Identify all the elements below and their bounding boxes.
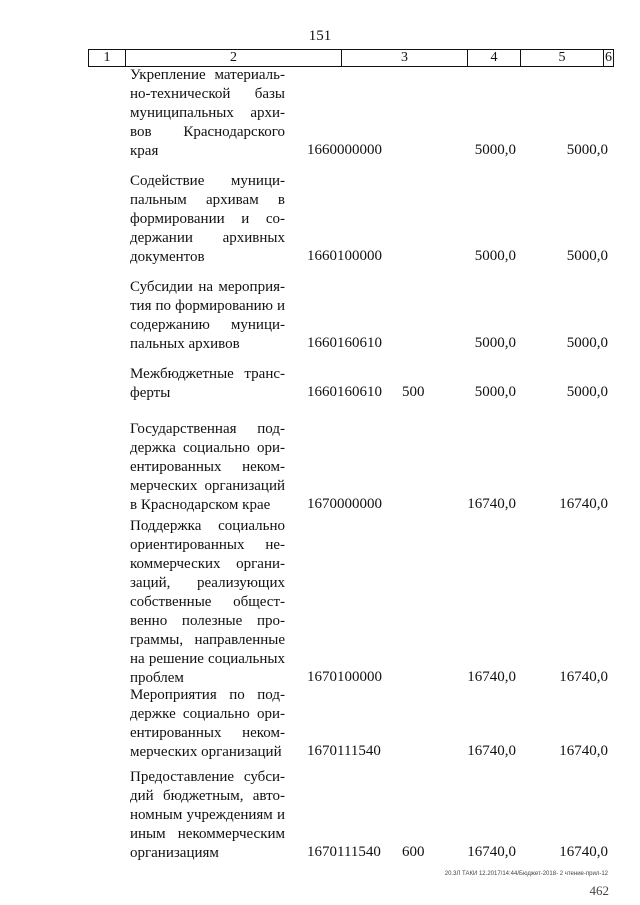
description-line: в Краснодарском крае bbox=[130, 497, 271, 513]
description-line: вов Краснодарского bbox=[130, 124, 285, 140]
row-description bbox=[130, 365, 285, 403]
description-line: ферты bbox=[130, 385, 171, 401]
description-line: проблем bbox=[130, 670, 184, 686]
amount-column-6: 16740,0 bbox=[559, 496, 608, 512]
amount-column-6: 16740,0 bbox=[559, 743, 608, 759]
description-line: края bbox=[130, 143, 159, 159]
target-article-code: 1670000000 bbox=[307, 496, 382, 512]
target-article-code: 1670111540 bbox=[307, 844, 381, 860]
page-number: 151 bbox=[308, 28, 332, 44]
row-description bbox=[130, 517, 285, 688]
amount-column-5: 16740,0 bbox=[467, 669, 516, 685]
description-line: Укрепление материаль- bbox=[130, 67, 285, 83]
description-line: Содействие муници- bbox=[130, 173, 285, 189]
description-line: ентированных неком- bbox=[130, 459, 285, 475]
description-line: коммерческих органи- bbox=[130, 556, 285, 572]
amount-column-5: 5000,0 bbox=[474, 248, 516, 264]
amount-column-5: 16740,0 bbox=[467, 743, 516, 759]
description-line: собственные общест- bbox=[130, 594, 285, 610]
amount-column-5: 16740,0 bbox=[467, 844, 516, 860]
description-line: номным учреждениям и bbox=[130, 807, 285, 823]
header-col-4: 4 bbox=[468, 50, 521, 66]
description-line: мерческих организаций bbox=[130, 478, 285, 494]
description-line: Межбюджетные транс- bbox=[130, 366, 285, 382]
amount-column-6: 16740,0 bbox=[559, 844, 608, 860]
amount-column-5: 5000,0 bbox=[474, 142, 516, 158]
description-line: держании архивных bbox=[130, 230, 285, 246]
description-line: иным некоммерческим bbox=[130, 826, 285, 842]
amount-column-6: 5000,0 bbox=[566, 384, 608, 400]
amount-column-6: 16740,0 bbox=[559, 669, 608, 685]
description-line: тия по формированию и bbox=[130, 298, 285, 314]
row-description bbox=[130, 278, 285, 354]
amount-column-6: 5000,0 bbox=[566, 142, 608, 158]
target-article-code: 1660100000 bbox=[307, 248, 382, 264]
description-line: пальным архивам в bbox=[130, 192, 285, 208]
description-line: ориентированных не- bbox=[130, 537, 285, 553]
description-line: Субсидии на мероприя- bbox=[130, 279, 285, 295]
row-description bbox=[130, 768, 285, 863]
description-line: Мероприятия по под- bbox=[130, 687, 285, 703]
header-col-5: 5 bbox=[521, 50, 604, 66]
header-col-2: 2 bbox=[126, 50, 342, 66]
description-line: формировании и со- bbox=[130, 211, 285, 227]
description-line: муниципальных архи- bbox=[130, 105, 285, 121]
description-line: держка социально ори- bbox=[130, 440, 285, 456]
description-line: но-технической базы bbox=[130, 86, 285, 102]
expense-type-code: 500 bbox=[402, 384, 425, 400]
description-line: организациям bbox=[130, 845, 219, 861]
header-col-3: 3 bbox=[342, 50, 468, 66]
description-line: ентированных неком- bbox=[130, 725, 285, 741]
description-line: Поддержка социально bbox=[130, 518, 285, 534]
row-description bbox=[130, 420, 285, 515]
amount-column-5: 16740,0 bbox=[467, 496, 516, 512]
target-article-code: 1660160610 bbox=[307, 384, 382, 400]
description-line: на решение социальных bbox=[130, 651, 285, 667]
target-article-code: 1670111540 bbox=[307, 743, 381, 759]
description-line: Предоставление субси- bbox=[130, 769, 285, 785]
header-col-6: 6 bbox=[605, 50, 612, 65]
description-line: документов bbox=[130, 249, 205, 265]
target-article-code: 1660000000 bbox=[307, 142, 382, 158]
row-description bbox=[130, 66, 285, 161]
amount-column-6: 5000,0 bbox=[566, 335, 608, 351]
expense-type-code: 600 bbox=[402, 844, 425, 860]
description-line: граммы, направленные bbox=[130, 632, 285, 648]
table-header bbox=[88, 49, 614, 67]
description-line: венно полезные про- bbox=[130, 613, 285, 629]
sheet-number: 462 bbox=[589, 883, 609, 898]
footer-note: 20.3Л ТАКИ 12.2017/14:44/Бюджет-2018- 2 чтение-прил-12 bbox=[444, 871, 608, 877]
row-description bbox=[130, 172, 285, 267]
description-line: содержанию муници- bbox=[130, 317, 285, 333]
description-line: Государственная под- bbox=[130, 421, 285, 437]
description-line: дий бюджетным, авто- bbox=[130, 788, 285, 804]
row-description bbox=[130, 686, 285, 762]
description-line: заций, реализующих bbox=[130, 575, 285, 591]
description-line: мерческих организаций bbox=[130, 744, 282, 760]
header-col-1: 1 bbox=[89, 50, 126, 66]
amount-column-5: 5000,0 bbox=[474, 335, 516, 351]
amount-column-6: 5000,0 bbox=[566, 248, 608, 264]
description-line: держке социально ори- bbox=[130, 706, 285, 722]
description-line: пальных архивов bbox=[130, 336, 240, 352]
target-article-code: 1670100000 bbox=[307, 669, 382, 685]
target-article-code: 1660160610 bbox=[307, 335, 382, 351]
amount-column-5: 5000,0 bbox=[474, 384, 516, 400]
